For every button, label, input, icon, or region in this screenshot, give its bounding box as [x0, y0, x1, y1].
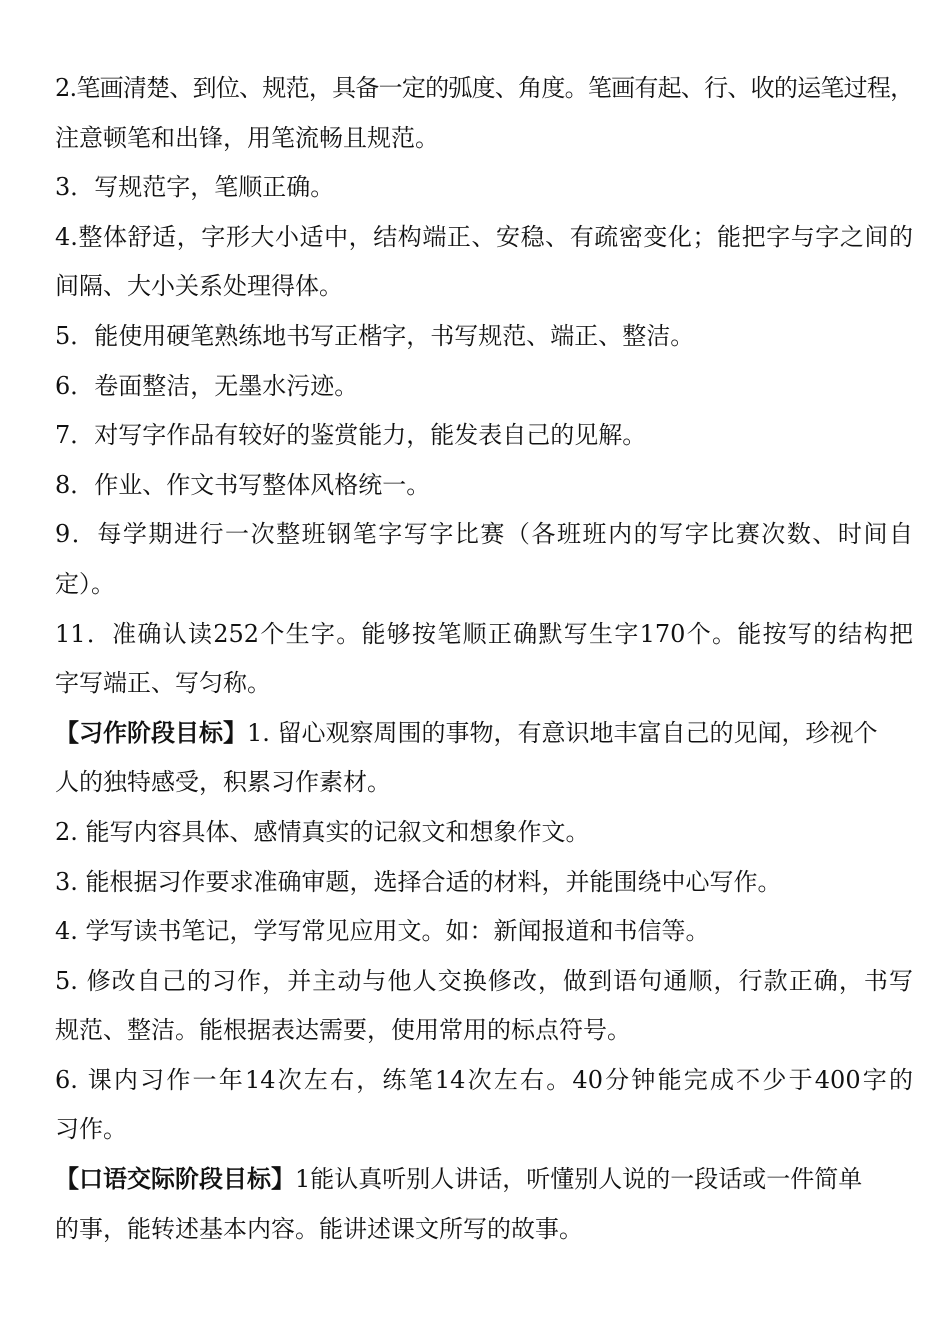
writing-goals-first-line	[55, 709, 913, 759]
oral-goals-heading: 【口语交际阶段目标】	[55, 1165, 295, 1194]
text-line: 5．能使用硬笔熟练地书写正楷字，书写规范、端正、整洁。	[55, 321, 695, 350]
text-line: 字写端正、写匀称。	[55, 669, 271, 698]
text-line: 3．写规范字，笔顺正确。	[55, 173, 335, 202]
text-line: 习作。	[55, 1115, 127, 1144]
text-line: 定）。	[55, 569, 115, 598]
text-line: 2. 能写内容具体、感情真实的记叙文和想象作文。	[55, 817, 590, 846]
text-line: 6. 课内习作一年14次左右，练笔14次左右。40分钟能完成不少于400字的	[55, 1065, 913, 1094]
text-line: 6．卷面整洁，无墨水污迹。	[55, 371, 359, 400]
oral-goals-first-line	[55, 1155, 913, 1205]
text-line: 3. 能根据习作要求准确审题，选择合适的材料，并能围绕中心写作。	[55, 867, 782, 896]
text-line: 的事，能转述基本内容。能讲述课文所写的故事。	[55, 1214, 583, 1243]
text-line: 11．准确认读252个生字。能够按笔顺正确默写生字170个。能按写的结构把	[55, 619, 913, 648]
oral-goals-first-text: 1能认真听别人讲话，听懂别人说的一段话或一件简单	[295, 1165, 863, 1194]
text-line: 4. 学写读书笔记，学写常见应用文。如：新闻报道和书信等。	[55, 917, 710, 946]
text-line: 9．每学期进行一次整班钢笔字写字比赛（各班班内的写字比赛次数、时间自	[55, 520, 913, 549]
writing-goals-heading: 【习作阶段目标】	[55, 718, 247, 747]
text-line: 规范、整洁。能根据表达需要，使用常用的标点符号。	[55, 1016, 631, 1045]
text-line: 注意顿笔和出锋，用笔流畅且规范。	[55, 123, 439, 152]
text-line: 4.整体舒适，字形大小适中，结构端正、安稳、有疏密变化；能把字与字之间的	[55, 222, 913, 251]
text-line: 8．作业、作文书写整体风格统一。	[55, 470, 431, 499]
text-line: 2.笔画清楚、到位、规范，具备一定的弧度、角度。笔画有起、行、收的运笔过程，	[55, 74, 913, 102]
text-line: 5. 修改自己的习作，并主动与他人交换修改，做到语句通顺，行款正确，书写	[55, 966, 913, 995]
text-line: 间隔、大小关系处理得体。	[55, 272, 343, 301]
writing-goals-first-text: 1. 留心观察周围的事物，有意识地丰富自己的见闻，珍视个	[247, 718, 878, 747]
text-line: 人的独特感受，积累习作素材。	[55, 768, 391, 797]
text-line: 7．对写字作品有较好的鉴赏能力，能发表自己的见解。	[55, 421, 647, 450]
document-page	[55, 64, 913, 1254]
